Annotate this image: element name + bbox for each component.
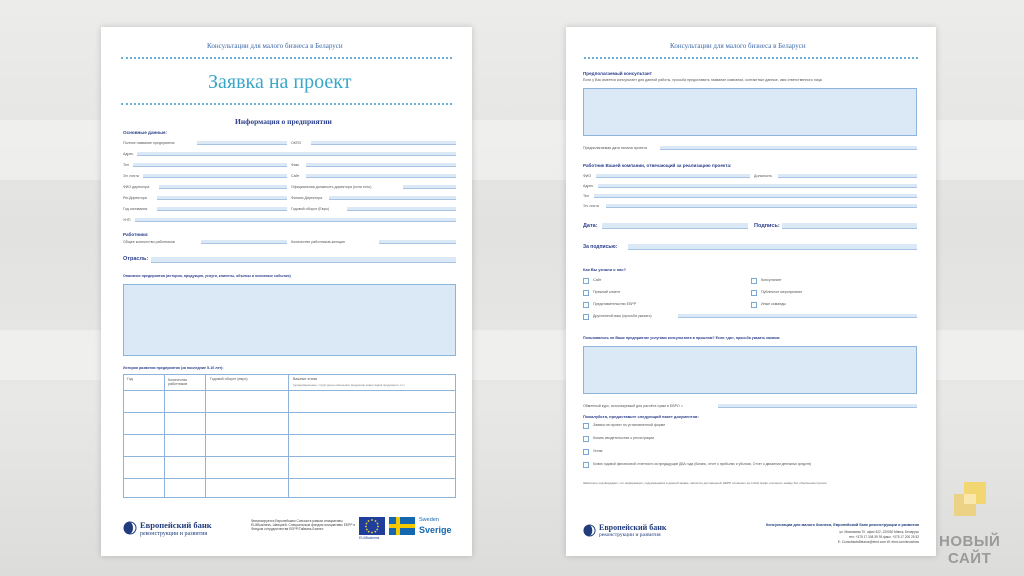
table-header: Годовой оборот (евро): [210, 377, 248, 381]
sweden-label: Sweden: [419, 517, 439, 523]
option-checkbox[interactable]: [751, 278, 757, 284]
field-label: Сайт: [291, 174, 300, 178]
table-header: Количество работников: [168, 378, 188, 387]
doc-label: Копию свидетельства о регистрации: [593, 436, 655, 440]
signature-label: Подпись:: [754, 223, 780, 229]
ebrd-logo-icon: [583, 524, 596, 537]
consultant-textarea[interactable]: [583, 88, 917, 136]
sverige-label: Sverige: [419, 525, 452, 535]
field-label: Количество работников-женщин: [291, 240, 345, 244]
field-label: Тел: [123, 163, 129, 167]
footer-title: Консультации для малого бизнеса, Европейский банк реконструкции и развития: [765, 523, 919, 527]
field-label: Должность: [754, 174, 773, 178]
turnover-field[interactable]: [347, 207, 456, 211]
history-table: [123, 374, 456, 498]
table-header: Важные этапы: [293, 377, 318, 381]
consultant-hint: Если у Вас имеется консультант для данной работы, просьба предоставить название компании, контактные данные, имя ответственного лица: [583, 78, 822, 82]
watermark-logo-icon: [950, 480, 990, 524]
field-label: Эл. почта: [583, 204, 599, 208]
field-label: УНП: [123, 218, 131, 222]
field-label: Обменный курс, используемый для расчёта сумм в ЕВРО =: [583, 404, 683, 408]
watermark-line2: САЙТ: [948, 550, 992, 567]
workers-total-field[interactable]: [201, 240, 287, 244]
watermark-line1: НОВЫЙ: [939, 533, 1001, 550]
field-label: Финанс.Директора: [291, 196, 323, 200]
start-date-field[interactable]: [660, 146, 917, 150]
funding-text: Финансируется Европейским Союзом в рамках инициативы EU4Business, Швецией. Специальным фондом инициативы ЕБРР и Фондом сотрудничества ЕБРР/Тайвань-Бизнес: [251, 519, 356, 532]
bank-subtitle: реконструкции и развития: [140, 531, 208, 537]
email-field[interactable]: [143, 174, 287, 178]
signed-for-label: За подписью:: [583, 244, 618, 250]
employee-email-field[interactable]: [606, 204, 917, 208]
field-label: ФИО: [583, 174, 592, 178]
sweden-flag-icon: [389, 517, 415, 535]
dotted-divider: [121, 57, 452, 60]
employee-position-field[interactable]: [778, 174, 917, 178]
how-heard-heading: Как Вы узнали о нас?: [583, 267, 627, 272]
exchange-rate-field[interactable]: [718, 404, 917, 408]
bank-name: Европейский банк: [140, 520, 212, 530]
fin-director-field[interactable]: [329, 196, 456, 200]
doc-label: Заявка на проект по установленной форме: [593, 423, 666, 427]
founding-year-field[interactable]: [157, 207, 287, 211]
field-label: Официальная должность директора (если есть): [291, 185, 372, 189]
section-title: Информация о предприятии: [235, 117, 332, 126]
table-header: Год: [127, 377, 133, 381]
table-row: [124, 412, 455, 413]
option-label: Публичное мероприятие: [761, 290, 803, 294]
table-header-note: (организационные, структурные изменения, внедрение новых видов продукции и т.п.): [293, 383, 405, 387]
signed-for-field[interactable]: [628, 244, 917, 250]
page1-header: Консультации для малого бизнеса в Беларуси: [207, 42, 343, 50]
field-label: ОКПО: [291, 141, 302, 145]
bank-name: Европейский банк: [599, 523, 667, 532]
dotted-divider: [584, 57, 918, 60]
date-field[interactable]: [602, 223, 748, 229]
history-label: История развития предприятия (за последние 5-10 лет):: [123, 366, 224, 370]
application-page-2: [566, 27, 936, 556]
consultant-heading: Предполагаемый консультант: [583, 71, 652, 76]
docs-heading: Пожалуйста, предоставьте следующий пакет документов:: [583, 414, 699, 419]
option-label: Прежний клиент: [593, 290, 621, 294]
address-field[interactable]: [137, 152, 456, 156]
unp-field[interactable]: [135, 218, 456, 222]
director-position-field[interactable]: [403, 185, 456, 189]
footer-address: ул. Мясникова 70, офис 522, 220030 Минск, Беларусь: [839, 530, 919, 534]
prev-consultant-textarea[interactable]: [583, 346, 917, 394]
doc-checkbox[interactable]: [583, 449, 589, 455]
director-name-field[interactable]: [159, 185, 287, 189]
workers-women-field[interactable]: [379, 240, 456, 244]
industry-label: Отрасль:: [123, 256, 149, 262]
option-label: Другое/иной ваш (просьба указать): [593, 314, 652, 318]
page2-header: Консультации для малого бизнеса в Беларуси: [670, 42, 806, 50]
option-label: Сайт: [593, 278, 602, 282]
okpo-field[interactable]: [311, 141, 456, 145]
eu-label: EU4Business: [359, 536, 380, 540]
footer-contacts: E: ConsultantsBelarus@ebrd.com W: ebrd.com/knowhow: [837, 540, 919, 544]
field-label: Адрес: [123, 152, 134, 156]
signature-field[interactable]: [782, 223, 917, 229]
website-field[interactable]: [306, 174, 456, 178]
application-page-1: [101, 27, 472, 556]
option-checkbox[interactable]: [751, 302, 757, 308]
field-label: Тел: [583, 194, 589, 198]
option-checkbox[interactable]: [583, 302, 589, 308]
field-label: Общее количество работников: [123, 240, 175, 244]
field-label: Рег.Директора: [123, 196, 147, 200]
employee-phone-field[interactable]: [594, 194, 917, 198]
table-row: [124, 456, 455, 457]
field-label: Факс: [291, 163, 300, 167]
workers-heading: Работники:: [123, 232, 149, 237]
option-label: Иные команды: [761, 302, 786, 306]
other-source-field[interactable]: [678, 314, 917, 318]
option-checkbox[interactable]: [583, 314, 589, 320]
basic-data-heading: Основные данные:: [123, 130, 168, 135]
company-name-field[interactable]: [197, 141, 287, 145]
fax-field[interactable]: [306, 163, 456, 167]
doc-checkbox[interactable]: [583, 436, 589, 442]
consent-text: Заявитель подтверждает, что информация, содержащаяся в данной заявке, является достоверной; ЕБРР оставляет за собой право отклонить заявку без объяснения причин.: [583, 481, 828, 485]
field-label: Полное название предприятия: [123, 141, 175, 145]
eu-flag-icon: [359, 517, 385, 535]
option-checkbox[interactable]: [751, 290, 757, 296]
employee-fio-field[interactable]: [596, 174, 750, 178]
page1-title: Заявка на проект: [208, 71, 352, 93]
table-row: [124, 478, 455, 479]
option-checkbox[interactable]: [583, 290, 589, 296]
prev-consultant-question: Пользовалось ли Ваше предприятие услугами консультанта в прошлом? Если «да», просьба указать какими:: [583, 336, 781, 340]
reg-director-field[interactable]: [157, 196, 287, 200]
footer-phone: тел: +375 17 308 39 93 факс: +375 17 200 25 52: [848, 535, 919, 539]
table-row: [124, 434, 455, 435]
doc-label: Устав: [593, 449, 603, 453]
option-label: Представительство ЕБРР: [593, 302, 637, 306]
option-label: Консультант: [761, 278, 782, 282]
field-label: Год основания: [123, 207, 148, 211]
doc-label: Копию годовой финансовой отчетности за предыдущие ДВА года (баланс, отчет о прибылях и убытках, Отчет о движении денежных средств): [593, 462, 812, 466]
date-label: Дата:: [583, 223, 598, 229]
employee-address-field[interactable]: [598, 184, 917, 188]
field-label: Эл. почта: [123, 174, 139, 178]
employee-heading: Работник Вашей компании, отвечающий за реализацию проекта:: [583, 163, 732, 168]
table-row: [124, 390, 455, 391]
industry-field[interactable]: [151, 257, 456, 263]
bank-subtitle: реконструкции и развития: [599, 532, 661, 538]
field-label: Адрес: [583, 184, 594, 188]
phone-field[interactable]: [133, 163, 287, 167]
field-label: Годовой оборот (Евро): [291, 207, 329, 211]
ebrd-logo-icon: [123, 521, 137, 535]
dotted-divider: [121, 103, 452, 106]
description-label: Описание предприятия (история, продукция, услуги, клиенты, объемы и основные события): [123, 274, 291, 278]
option-checkbox[interactable]: [583, 278, 589, 284]
doc-checkbox[interactable]: [583, 462, 589, 468]
field-label: ФИО директора: [123, 185, 150, 189]
doc-checkbox[interactable]: [583, 423, 589, 429]
field-label: Предполагаемая дата начала проекта: [583, 146, 647, 150]
description-textarea[interactable]: [123, 284, 456, 356]
